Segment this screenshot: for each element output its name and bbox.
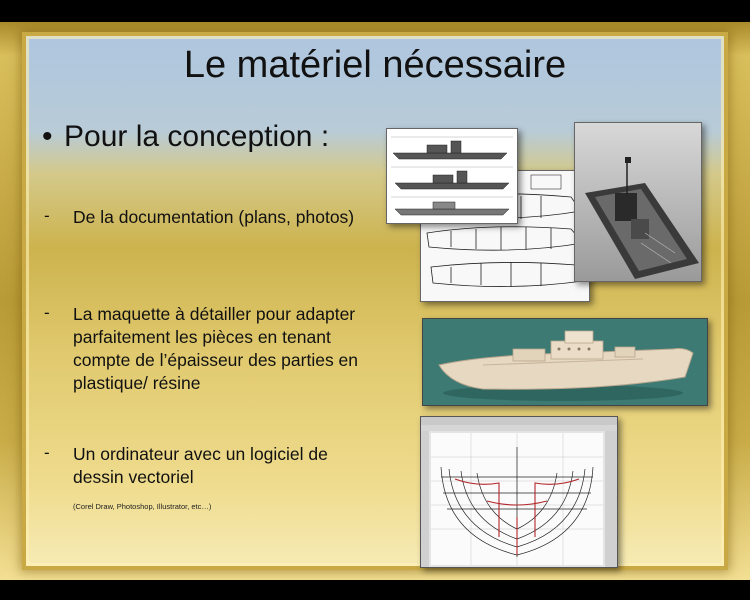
dash-marker: - <box>44 303 50 322</box>
bullet-dot: • <box>42 120 53 153</box>
list-item-line: dessin vectoriel <box>73 467 194 487</box>
list-item-line: La maquette à détailler pour adapter <box>73 304 356 324</box>
list-item <box>73 443 403 489</box>
list-item <box>73 206 403 229</box>
list-item-line: parfaitement les pièces en tenant <box>73 327 331 347</box>
top-black-bar <box>0 0 750 22</box>
dash-marker: - <box>44 206 50 225</box>
main-bullet-text: Pour la conception : <box>64 120 330 153</box>
software-note: (Corel Draw, Photoshop, Illustrator, etc…) <box>73 502 212 511</box>
bottom-black-bar <box>0 580 750 600</box>
dash-marker: - <box>44 443 50 462</box>
main-bullet <box>42 120 329 154</box>
vector-drawing-software-image <box>420 416 618 568</box>
ship-profile-plans-image <box>386 128 518 224</box>
resin-model-image <box>422 318 708 406</box>
list-item-line: plastique/ résine <box>73 373 201 393</box>
list-item-line: De la documentation (plans, photos) <box>73 207 355 227</box>
slide-background <box>0 22 750 580</box>
ship-photo-image <box>574 122 702 282</box>
list-item-line: Un ordinateur avec un logiciel de <box>73 444 328 464</box>
list-item <box>73 303 403 395</box>
slide-title: Le matériel nécessaire <box>183 44 567 86</box>
list-item-line: compte de l’épaisseur des parties en <box>73 350 359 370</box>
